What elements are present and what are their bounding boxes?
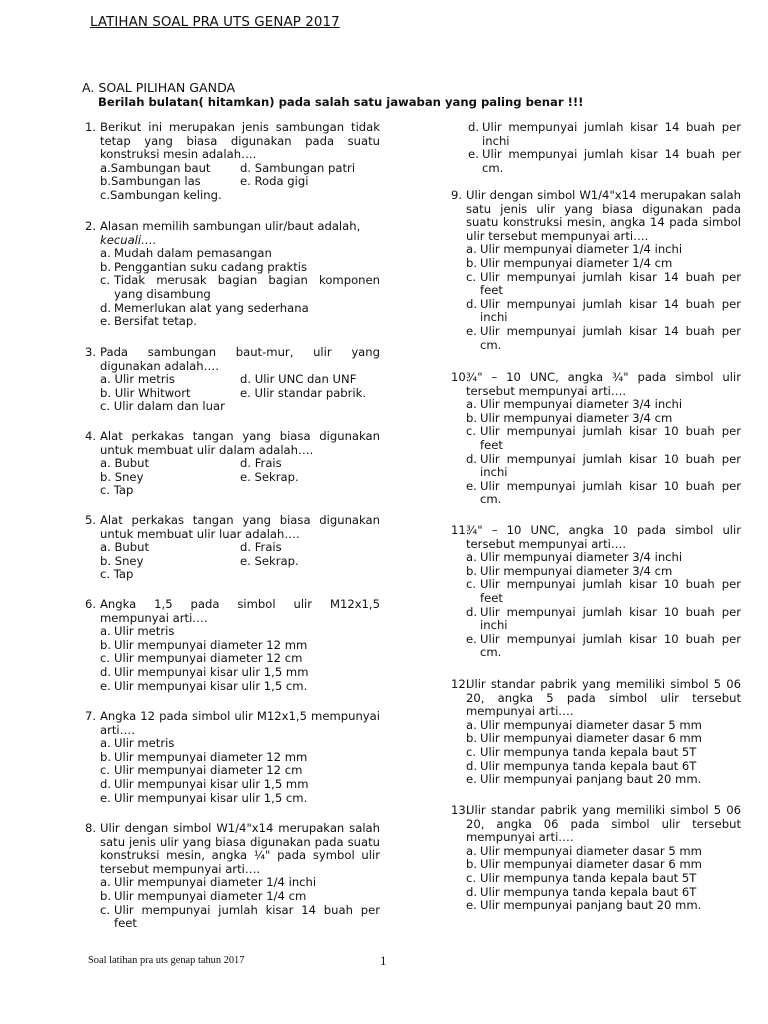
question-number: 6. bbox=[85, 597, 97, 611]
answer-option[interactable] bbox=[468, 148, 741, 175]
question-9 bbox=[451, 189, 741, 352]
answer-option[interactable] bbox=[466, 872, 741, 886]
option-text: Ulir mempunyai jumlah kisar 10 buah per feet bbox=[480, 424, 741, 452]
option-text: Mudah dalam pemasangan bbox=[114, 246, 272, 261]
question-text-italic: kecuali…. bbox=[100, 232, 157, 247]
option-text: Ulir mempunyai jumlah kisar 10 buah per feet bbox=[480, 577, 741, 605]
page-number: 1 bbox=[380, 953, 387, 968]
answer-option[interactable] bbox=[100, 247, 380, 261]
question-number: 9. bbox=[451, 188, 463, 202]
answer-option[interactable] bbox=[466, 551, 741, 565]
answer-option[interactable] bbox=[466, 243, 741, 257]
answer-option[interactable]: d. Frais bbox=[240, 540, 282, 555]
option-letter: d. bbox=[466, 758, 478, 773]
option-letter: e. bbox=[468, 147, 479, 162]
question-text: ¾" – 10 UNC, angka 10 pada simbol ulir tersebut mempunyai arti…. bbox=[466, 523, 741, 551]
option-text: Ulir mempunyai diameter 1/4 cm bbox=[480, 255, 673, 270]
option-letter: a. bbox=[466, 550, 477, 565]
option-text: Ulir mempunyai jumlah kisar 14 buah per feet bbox=[480, 269, 741, 298]
question-stem bbox=[100, 598, 380, 625]
answer-option[interactable] bbox=[466, 858, 741, 872]
question-number: 7. bbox=[85, 709, 97, 723]
question-stem bbox=[466, 804, 741, 845]
answer-option[interactable]: e. Ulir standar pabrik. bbox=[240, 385, 367, 400]
question-stem bbox=[466, 678, 741, 719]
answer-option[interactable]: d. Ulir UNC dan UNF bbox=[240, 372, 357, 387]
question-stem bbox=[100, 514, 380, 541]
option-letter: e. bbox=[466, 898, 477, 913]
option-letter: b. bbox=[466, 255, 478, 270]
option-text: Ulir mempunyai diameter 3/4 inchi bbox=[480, 397, 683, 412]
answer-option[interactable] bbox=[100, 652, 380, 666]
answer-option[interactable]: a.Sambungan baut bbox=[100, 160, 211, 175]
option-text: Ulir mempunyai diameter 1/4 cm bbox=[114, 888, 307, 903]
question-13 bbox=[451, 804, 741, 913]
question-text: Angka 1,5 pada simbol ulir M12x1,5 mempunyai arti…. bbox=[100, 597, 380, 625]
answer-option[interactable]: b. Ulir Whitwort bbox=[100, 385, 191, 400]
option-text: Bersifat tetap. bbox=[114, 314, 197, 329]
answer-option[interactable] bbox=[468, 121, 741, 148]
question-number: 1. bbox=[85, 120, 97, 134]
answer-option[interactable] bbox=[100, 680, 380, 694]
answer-option[interactable] bbox=[100, 302, 380, 316]
answer-option[interactable] bbox=[100, 890, 380, 904]
answer-option[interactable] bbox=[100, 625, 380, 639]
option-text: Ulir mempunya tanda kepala baut 6T bbox=[480, 758, 697, 773]
question-4 bbox=[85, 430, 380, 498]
answer-option[interactable]: a. Bubut bbox=[100, 540, 150, 555]
question-stem bbox=[100, 430, 380, 457]
option-text: Ulir mempunyai kisar ulir 1,5 mm bbox=[114, 664, 309, 679]
answer-option[interactable] bbox=[240, 568, 380, 582]
option-letter: a. bbox=[466, 843, 477, 858]
answer-option[interactable] bbox=[466, 565, 741, 579]
option-letter: e. bbox=[466, 631, 477, 646]
option-letter: e. bbox=[100, 314, 111, 329]
option-letter: b. bbox=[466, 857, 478, 872]
option-text: Ulir mempunyai jumlah kisar 10 buah per cm. bbox=[480, 631, 741, 660]
question-number: 8. bbox=[85, 821, 97, 835]
answer-options bbox=[100, 457, 380, 498]
answer-option[interactable] bbox=[466, 760, 741, 774]
answer-option[interactable]: c. Ulir dalam dan luar bbox=[100, 399, 225, 414]
answer-options bbox=[466, 243, 741, 352]
question-8-continued bbox=[453, 121, 741, 175]
question-text: Pada sambungan baut-mur, ulir yang digunakan adalah…. bbox=[100, 345, 380, 373]
option-letter: a. bbox=[100, 736, 111, 751]
answer-option[interactable] bbox=[466, 732, 741, 746]
option-letter: d. bbox=[100, 300, 112, 315]
answer-option[interactable]: e. Sekrap. bbox=[240, 553, 299, 568]
option-text: Memerlukan alat yang sederhana bbox=[114, 300, 309, 315]
answer-option[interactable]: a. Ulir metris bbox=[100, 372, 175, 387]
question-text: Ulir standar pabrik yang memiliki simbol 5 06 20, angka 06 pada simbol ulir tersebut mempunyai arti…. bbox=[466, 803, 741, 845]
option-text: Ulir mempunyai diameter dasar 5 mm bbox=[480, 843, 702, 858]
answer-options bbox=[468, 121, 741, 175]
option-text: Ulir mempunyai jumlah kisar 14 buah per cm. bbox=[482, 147, 741, 175]
answer-option[interactable]: e. Sekrap. bbox=[240, 469, 299, 484]
answer-option[interactable]: c. Tap bbox=[100, 567, 134, 582]
question-number: 4. bbox=[85, 429, 97, 443]
question-6 bbox=[85, 598, 380, 693]
question-text: Ulir dengan simbol W1/4"x14 merupakan salah satu jenis ulir yang biasa digunakan pada suatu konstruksi mesin, angka ¼" pada symbol ulir tersebut mempunyai arti…. bbox=[100, 821, 380, 876]
option-letter: e. bbox=[466, 478, 477, 493]
answer-options bbox=[100, 247, 380, 329]
answer-option[interactable] bbox=[100, 778, 380, 792]
option-text: Ulir metris bbox=[114, 736, 175, 751]
option-letter: c. bbox=[466, 269, 477, 284]
option-text: Ulir mempunyai diameter 3/4 inchi bbox=[480, 550, 683, 565]
question-text: Ulir dengan simbol W1/4"x14 merupakan salah satu jenis ulir yang biasa digunakan pada suatu konstruksi mesin, angka 14 pada simbol ulir tersebut mempunyai arti…. bbox=[466, 188, 741, 243]
option-letter: b. bbox=[466, 563, 478, 578]
answer-options bbox=[466, 845, 741, 913]
option-text: Ulir mempunyai kisar ulir 1,5 mm bbox=[114, 776, 309, 791]
answer-option[interactable]: a. Bubut bbox=[100, 456, 150, 471]
option-letter: c. bbox=[100, 273, 111, 288]
answer-option[interactable] bbox=[100, 751, 380, 765]
option-letter: a. bbox=[466, 717, 477, 732]
answer-options bbox=[466, 398, 741, 507]
answer-option[interactable] bbox=[100, 792, 380, 806]
question-12 bbox=[451, 678, 741, 787]
option-letter: d. bbox=[466, 296, 478, 311]
question-number: 12. bbox=[451, 677, 470, 691]
option-letter: b. bbox=[100, 637, 112, 652]
answer-option[interactable] bbox=[466, 425, 741, 452]
question-number: 3. bbox=[85, 345, 97, 359]
option-text: Ulir mempunya tanda kepala baut 6T bbox=[480, 884, 697, 899]
option-letter: c. bbox=[466, 744, 477, 759]
answer-option[interactable]: b. Sney bbox=[100, 469, 144, 484]
option-letter: c. bbox=[466, 424, 477, 439]
option-text: Ulir mempunyai diameter 3/4 cm bbox=[480, 563, 673, 578]
option-text: Ulir mempunya tanda kepala baut 5T bbox=[480, 870, 697, 885]
option-letter: b. bbox=[466, 410, 478, 425]
question-stem bbox=[100, 346, 380, 373]
answer-option[interactable] bbox=[466, 271, 741, 298]
answer-option[interactable] bbox=[100, 904, 380, 931]
question-text: Alat perkakas tangan yang biasa digunakan untuk membuat ulir dalam adalah…. bbox=[100, 429, 380, 457]
option-letter: d. bbox=[468, 120, 480, 134]
option-letter: d. bbox=[466, 604, 478, 619]
answer-option[interactable] bbox=[100, 639, 380, 653]
answer-option[interactable]: b.Sambungan las bbox=[100, 174, 201, 189]
answer-option[interactable]: c. Tap bbox=[100, 483, 134, 498]
option-text: Ulir mempunyai jumlah kisar 10 buah per inchi bbox=[480, 451, 741, 480]
option-text: Ulir mempunyai jumlah kisar 14 buah per inchi bbox=[482, 120, 741, 148]
question-stem bbox=[100, 822, 380, 876]
answer-option[interactable]: c.Sambungan keling. bbox=[100, 187, 222, 202]
option-text: Ulir mempunyai jumlah kisar 14 buah per feet bbox=[114, 902, 380, 931]
answer-option[interactable] bbox=[466, 719, 741, 733]
option-letter: a. bbox=[100, 624, 111, 639]
question-number: 5. bbox=[85, 513, 97, 527]
option-text: Ulir mempunyai kisar ulir 1,5 cm. bbox=[114, 790, 308, 805]
option-letter: b. bbox=[100, 259, 112, 274]
option-text: Ulir mempunya tanda kepala baut 5T bbox=[480, 744, 697, 759]
option-letter: a. bbox=[100, 875, 111, 890]
question-number: 2. bbox=[85, 219, 97, 233]
answer-option[interactable]: d. Frais bbox=[240, 456, 282, 471]
option-text: Ulir mempunyai diameter 12 cm bbox=[114, 651, 303, 666]
section-instruction: Berilah bulatan( hitamkan) pada salah satu jawaban yang paling benar !!! bbox=[98, 95, 584, 109]
answer-options bbox=[100, 625, 380, 693]
option-letter: c. bbox=[466, 577, 477, 592]
answer-option[interactable] bbox=[466, 899, 741, 913]
answer-option[interactable] bbox=[466, 633, 741, 660]
answer-option[interactable] bbox=[100, 315, 380, 329]
question-number: 10. bbox=[451, 370, 470, 384]
answer-option[interactable] bbox=[466, 773, 741, 787]
answer-option[interactable] bbox=[466, 412, 741, 426]
answer-option[interactable] bbox=[100, 261, 380, 275]
option-text: Ulir mempunyai diameter 12 cm bbox=[114, 763, 303, 778]
answer-option[interactable] bbox=[240, 400, 380, 414]
answer-options bbox=[100, 876, 380, 930]
question-number: 13. bbox=[451, 803, 470, 817]
question-stem bbox=[100, 220, 380, 247]
answer-option[interactable] bbox=[240, 484, 380, 498]
option-text: Ulir mempunyai diameter dasar 5 mm bbox=[480, 717, 702, 732]
answer-options bbox=[100, 162, 380, 203]
option-text: Ulir mempunyai diameter 3/4 cm bbox=[480, 410, 673, 425]
option-letter: e. bbox=[100, 678, 111, 693]
question-11 bbox=[451, 524, 741, 660]
option-text: Ulir mempunyai diameter 12 mm bbox=[114, 637, 308, 652]
option-text: Ulir mempunyai jumlah kisar 14 buah per inchi bbox=[480, 296, 741, 325]
option-text: Ulir mempunyai diameter 1/4 inchi bbox=[480, 242, 683, 257]
question-8 bbox=[85, 822, 380, 931]
section-heading: A. SOAL PILIHAN GANDA bbox=[82, 80, 236, 95]
option-text: Ulir mempunyai jumlah kisar 10 buah per cm. bbox=[480, 478, 741, 507]
question-10 bbox=[451, 371, 741, 507]
option-letter: a. bbox=[100, 246, 111, 261]
answer-option[interactable] bbox=[466, 453, 741, 480]
answer-option[interactable]: e. Roda gigi bbox=[240, 174, 309, 189]
answer-option[interactable] bbox=[466, 325, 741, 352]
question-text: Alat perkakas tangan yang biasa digunakan untuk membuat ulir luar adalah…. bbox=[100, 513, 380, 541]
answer-option[interactable] bbox=[466, 298, 741, 325]
answer-options bbox=[100, 373, 380, 414]
answer-option[interactable] bbox=[466, 845, 741, 859]
option-text: Penggantian suku cadang praktis bbox=[114, 259, 308, 274]
question-1 bbox=[85, 121, 380, 203]
option-letter: c. bbox=[466, 870, 477, 885]
option-text: Ulir mempunyai jumlah kisar 10 buah per inchi bbox=[480, 604, 741, 633]
option-text: Ulir mempunyai diameter 1/4 inchi bbox=[114, 875, 317, 890]
answer-option[interactable]: b. Sney bbox=[100, 553, 144, 568]
option-letter: d. bbox=[100, 776, 112, 791]
option-text: Ulir mempunyai diameter dasar 6 mm bbox=[480, 731, 702, 746]
footer-text: Soal latihan pra uts genap tahun 2017 bbox=[88, 955, 245, 966]
question-5 bbox=[85, 514, 380, 582]
question-stem bbox=[100, 710, 380, 737]
answer-option[interactable] bbox=[240, 189, 380, 203]
answer-option[interactable] bbox=[466, 886, 741, 900]
option-letter: b. bbox=[100, 888, 112, 903]
option-text: Ulir metris bbox=[114, 624, 175, 639]
answer-option[interactable] bbox=[100, 274, 380, 301]
question-stem bbox=[100, 121, 380, 162]
option-letter: b. bbox=[100, 749, 112, 764]
option-letter: c. bbox=[100, 763, 111, 778]
option-text: Ulir mempunyai diameter dasar 6 mm bbox=[480, 857, 702, 872]
answer-option[interactable] bbox=[100, 737, 380, 751]
question-stem bbox=[466, 371, 741, 398]
answer-option[interactable] bbox=[466, 257, 741, 271]
question-number: 11. bbox=[451, 523, 470, 537]
answer-options bbox=[466, 719, 741, 787]
answer-option[interactable] bbox=[100, 764, 380, 778]
question-stem bbox=[466, 189, 741, 243]
option-letter: a. bbox=[466, 397, 477, 412]
option-text: Ulir mempunyai jumlah kisar 14 buah per cm. bbox=[480, 323, 741, 352]
option-letter: c. bbox=[100, 902, 111, 917]
question-3 bbox=[85, 346, 380, 414]
page-title: LATIHAN SOAL PRA UTS GENAP 2017 bbox=[90, 15, 340, 30]
option-letter: e. bbox=[100, 790, 111, 805]
option-text: Ulir mempunyai diameter 12 mm bbox=[114, 749, 308, 764]
option-text: Ulir mempunyai panjang baut 20 mm. bbox=[480, 898, 702, 913]
option-letter: d. bbox=[466, 884, 478, 899]
option-text: Ulir mempunyai panjang baut 20 mm. bbox=[480, 772, 702, 787]
answer-option[interactable] bbox=[100, 876, 380, 890]
answer-option[interactable] bbox=[466, 480, 741, 507]
answer-options bbox=[100, 737, 380, 805]
question-text: Alasan memilih sambungan ulir/baut adalah, bbox=[100, 219, 361, 233]
question-7 bbox=[85, 710, 380, 805]
option-letter: d. bbox=[100, 664, 112, 679]
answer-options bbox=[100, 541, 380, 582]
option-letter: d. bbox=[466, 451, 478, 466]
option-letter: a. bbox=[466, 242, 477, 257]
question-text: Berikut ini merupakan jenis sambungan tidak tetap yang biasa digunakan pada suatu konstruksi mesin adalah…. bbox=[100, 120, 380, 162]
question-text: Ulir standar pabrik yang memiliki simbol 5 06 20, angka 5 pada simbol ulir tersebut mempunyai arti…. bbox=[466, 677, 741, 719]
question-2 bbox=[85, 220, 380, 329]
option-letter: e. bbox=[466, 323, 477, 338]
option-letter: e. bbox=[466, 772, 477, 787]
question-text: ¾" – 10 UNC, angka ¾" pada simbol ulir tersebut mempunyai arti…. bbox=[466, 370, 741, 398]
option-letter: b. bbox=[466, 731, 478, 746]
answer-option[interactable]: d. Sambungan patri bbox=[240, 160, 356, 175]
answer-option[interactable] bbox=[466, 398, 741, 412]
answer-option[interactable] bbox=[100, 666, 380, 680]
answer-option[interactable] bbox=[466, 746, 741, 760]
option-letter: c. bbox=[100, 651, 111, 666]
option-text: Ulir mempunyai kisar ulir 1,5 cm. bbox=[114, 678, 308, 693]
option-text: Tidak merusak bagian bagian komponen yang disambung bbox=[114, 273, 380, 301]
answer-options bbox=[466, 551, 741, 660]
question-text: Angka 12 pada simbol ulir M12x1,5 mempunyai arti…. bbox=[100, 709, 380, 737]
question-stem bbox=[466, 524, 741, 551]
answer-option[interactable] bbox=[466, 578, 741, 605]
answer-option[interactable] bbox=[466, 606, 741, 633]
